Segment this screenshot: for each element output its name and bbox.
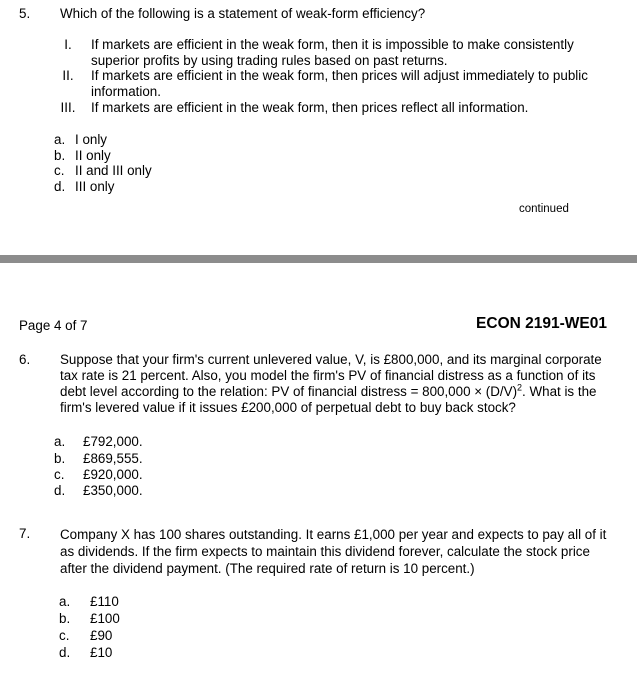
question-6-text xyxy=(60,352,620,416)
option-letter: b. xyxy=(54,148,66,163)
option-text: III only xyxy=(75,179,115,194)
option-text: II only xyxy=(75,148,111,163)
question-6-number: 6. xyxy=(19,352,31,367)
option-letter: a. xyxy=(54,434,66,449)
question-6-text-part1: Suppose that your firm's current unlevered value, V, is £800,000, and its marginal corporate tax rate is 21 percent. Also, you model the firm's PV of financial distress as a function of its debt level according to the relation: PV of financial distress = 800,000 × (D/V) xyxy=(60,352,602,399)
option-text: £920,000. xyxy=(83,467,143,482)
option-letter: c. xyxy=(54,163,65,178)
option-text: I only xyxy=(75,132,108,147)
option-text: £100 xyxy=(90,611,120,626)
statement-numeral: II. xyxy=(62,68,74,83)
page-number: Page 4 of 7 xyxy=(19,318,88,333)
statement-text: If markets are efficient in the weak form, then prices reflect all information. xyxy=(91,100,529,115)
continued-label: continued xyxy=(519,203,569,215)
option-letter: d. xyxy=(59,645,71,660)
option-letter: d. xyxy=(54,483,66,498)
question-6-text-part2: . What is the firm's levered value if it issues £200,000 of perpetual debt to buy back stock? xyxy=(60,384,597,415)
exponent: 2 xyxy=(517,382,523,393)
option-text: £792,000. xyxy=(83,434,143,449)
option-text: £90 xyxy=(90,628,113,643)
option-letter: b. xyxy=(59,611,71,626)
statement-numeral: I. xyxy=(64,37,72,52)
course-code: ECON 2191-WE01 xyxy=(476,315,607,332)
question-5-number: 5. xyxy=(19,6,31,21)
statement-text: If markets are efficient in the weak form, then prices will adjust immediately to public information. xyxy=(91,68,588,99)
option-letter: a. xyxy=(54,132,66,147)
option-text: £110 xyxy=(90,594,119,609)
option-letter: d. xyxy=(54,179,66,194)
option-text: £869,555. xyxy=(83,451,143,466)
option-text: £10 xyxy=(90,645,113,660)
question-7-text: Company X has 100 shares outstanding. It earns £1,000 per year and expects to pay all of it as dividends. If the firm expects to maintain this dividend forever, calculate the stock price after the dividend payment. (The required rate of return is 10 percent.) xyxy=(60,527,607,576)
option-text: £350,000. xyxy=(83,483,143,498)
statement-text: If markets are efficient in the weak form, then it is impossible to make consistently superior profits by using trading rules based on past returns. xyxy=(91,37,574,68)
question-5-text: Which of the following is a statement of weak-form efficiency? xyxy=(60,6,426,21)
option-letter: a. xyxy=(59,594,71,609)
statement-numeral: III. xyxy=(60,100,76,115)
page-divider xyxy=(0,255,637,263)
option-text: II and III only xyxy=(75,163,152,178)
question-7-number: 7. xyxy=(19,526,31,541)
option-letter: b. xyxy=(54,451,66,466)
option-letter: c. xyxy=(59,628,70,643)
option-letter: c. xyxy=(54,467,65,482)
